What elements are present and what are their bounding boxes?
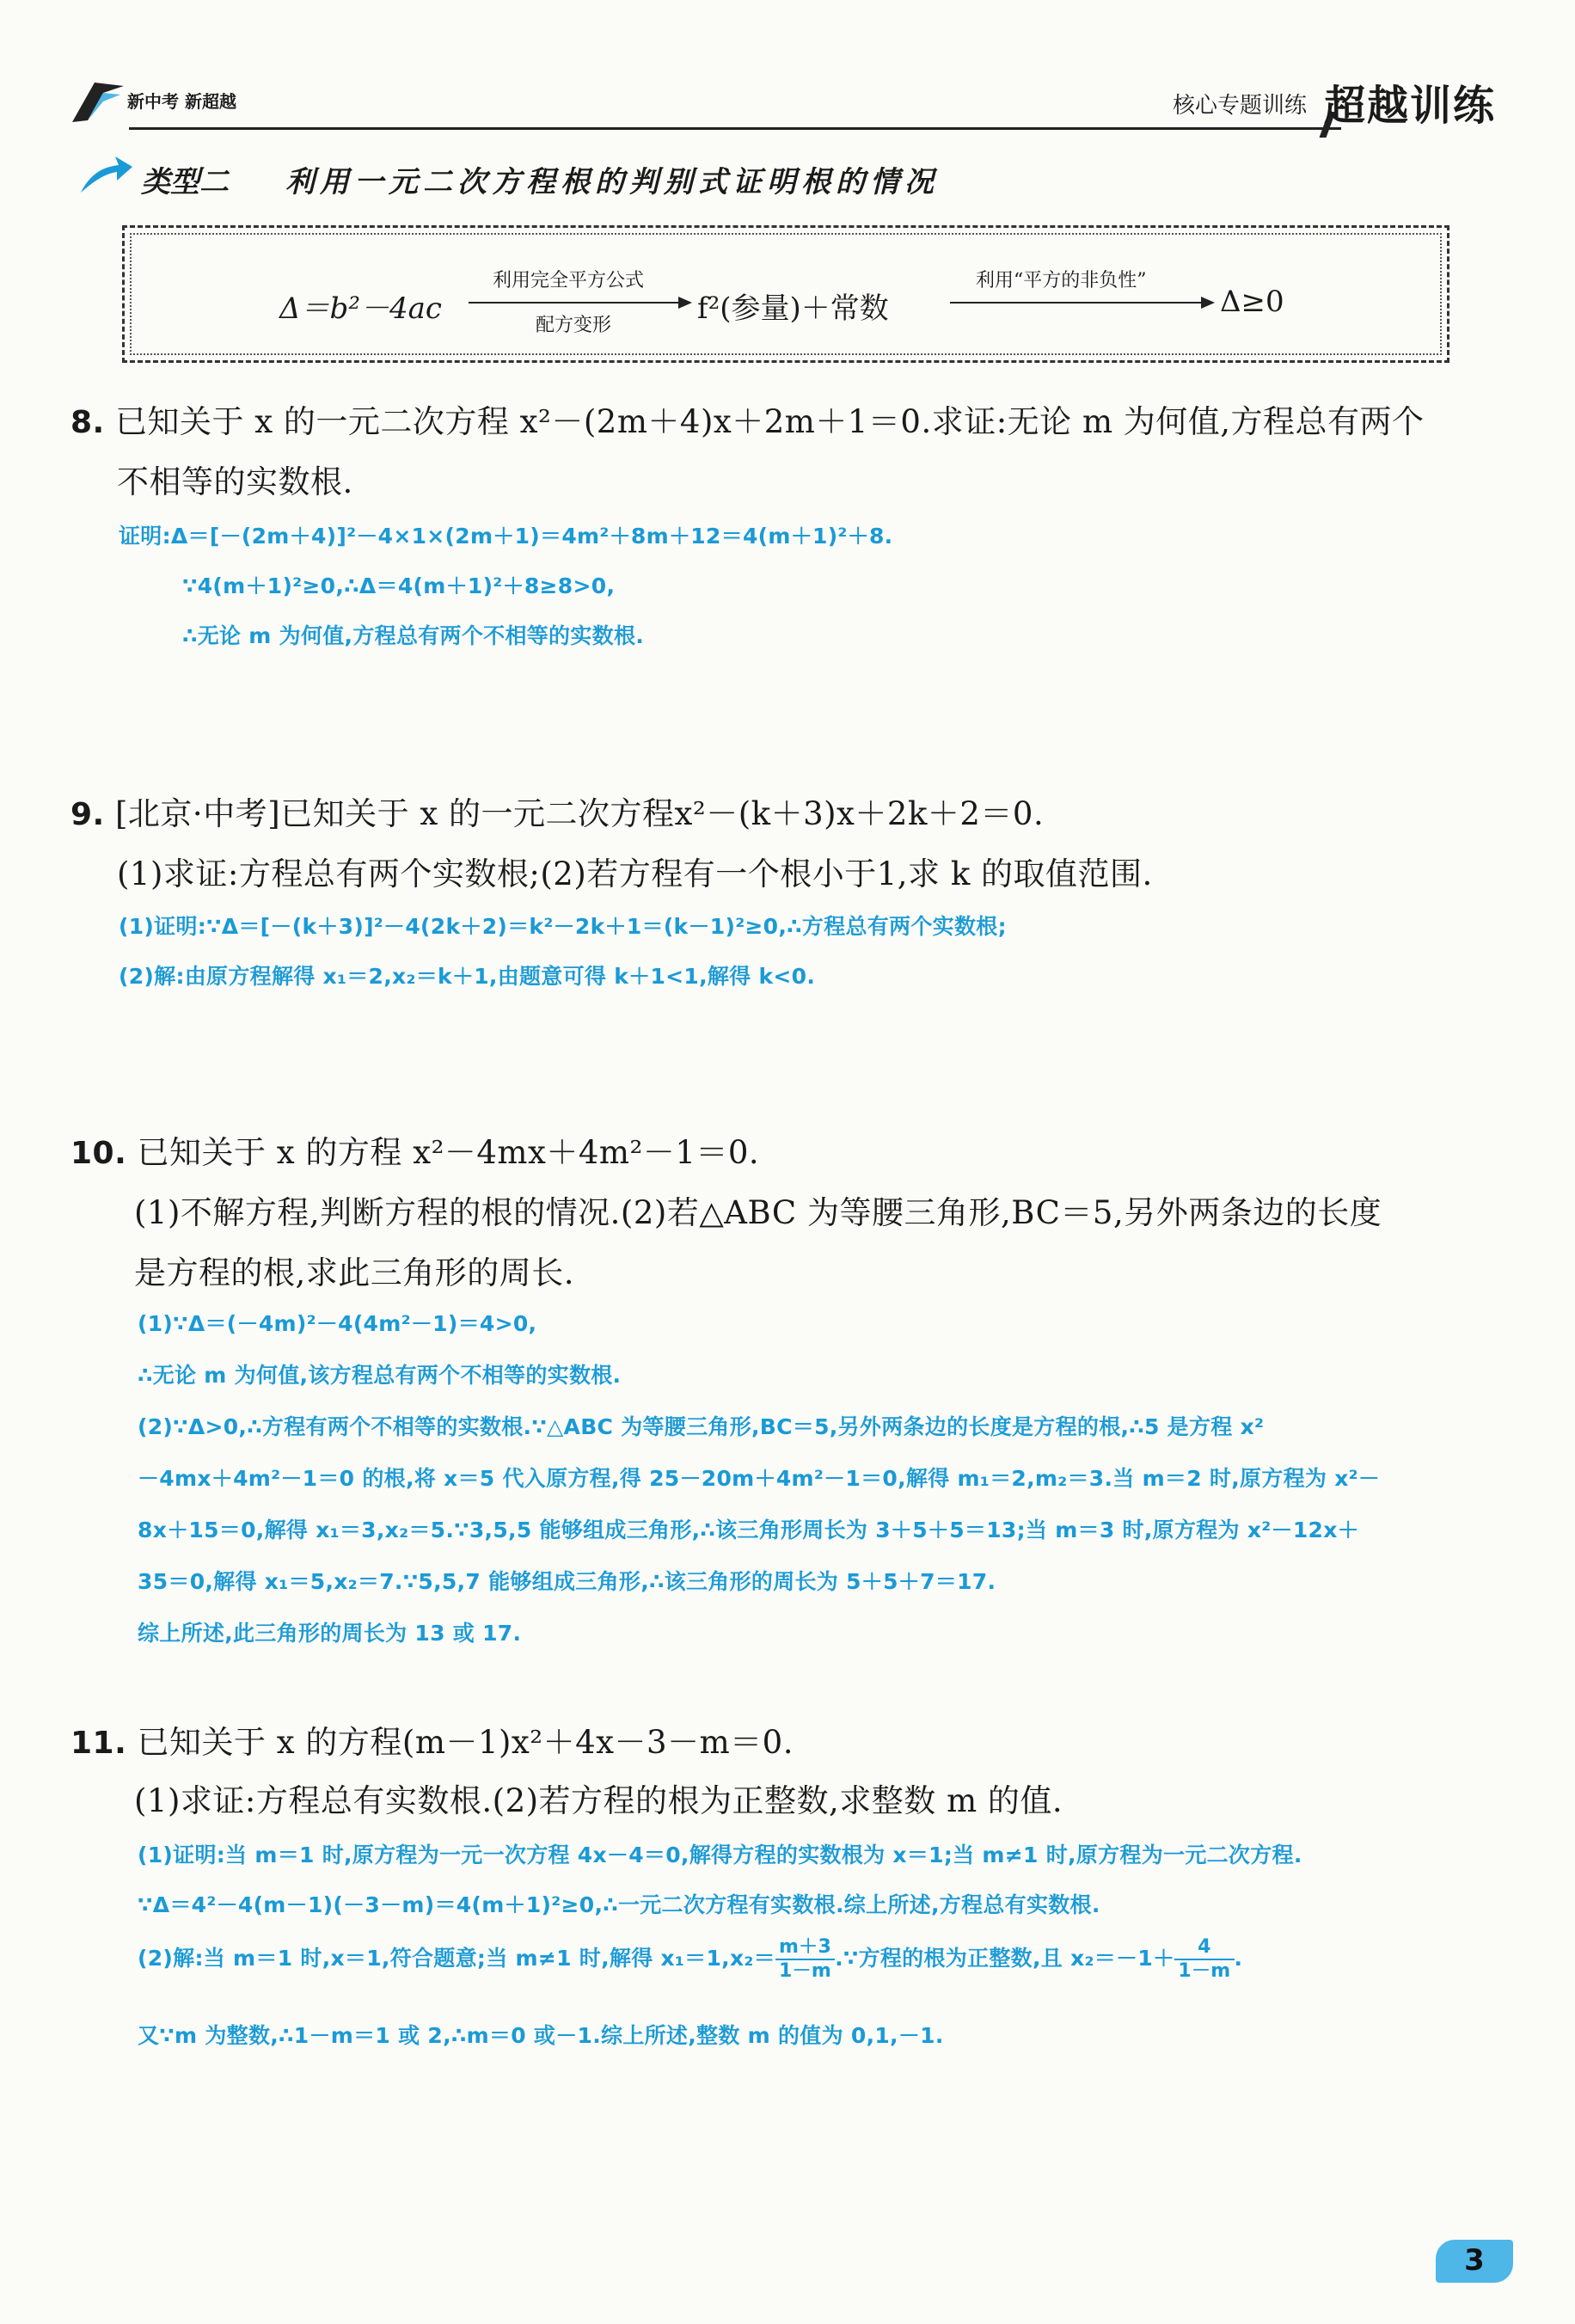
- solution-11-line4: 又∵m 为整数,∴1－m＝1 或 2,∴m＝0 或－1.综上所述,整数 m 的值为 0,1,－1.: [138, 2023, 944, 2048]
- arrow-right-icon: [469, 302, 690, 304]
- solution-8-line3: ∴无论 m 为何值,方程总有两个不相等的实数根.: [182, 623, 645, 648]
- page-number: 3: [1464, 2243, 1485, 2278]
- arrow-icon: [79, 155, 134, 196]
- problem-9-line2: (1)求证:方程总有两个实数根;(2)若方程有一个根小于1,求 k 的取值范围.: [117, 855, 1153, 892]
- header-subtitle: 核心专题训练: [1172, 93, 1307, 119]
- formula-arrow1-top: 利用完全平方公式: [493, 270, 645, 291]
- solution-8-line1: 证明:Δ＝[－(2m＋4)]²－4×1×(2m＋1)＝4m²＋8m＋12＝4(m＋1)²＋8.: [119, 524, 893, 549]
- fraction: $\frac{m+3}{1-m}$: [775, 1936, 835, 1983]
- problem-number: 9.: [70, 797, 105, 832]
- fraction: $\frac{4}{1-m}$: [1174, 1936, 1234, 1983]
- brand-text: 新中考 新超越: [127, 91, 236, 112]
- problem-8-line2: 不相等的实数根.: [117, 463, 353, 500]
- section-heading: [79, 153, 1455, 205]
- formula-arrow1-bottom: 配方变形: [536, 315, 612, 336]
- page-header: [69, 60, 1513, 138]
- formula-box: [122, 225, 1449, 363]
- problem-number: 11.: [70, 1726, 127, 1761]
- problem-number: 10.: [70, 1136, 127, 1171]
- solution-9-line2: (2)解:由原方程解得 x₁＝2,x₂＝k＋1,由题意可得 k＋1<1,解得 k<0.: [119, 964, 816, 989]
- section-label: 类型二: [141, 165, 229, 199]
- solution-10-line5: 8x＋15＝0,解得 x₁＝3,x₂＝5.∵3,5,5 能够组成三角形,∴该三角形周长为 3＋5＋5＝13;当 m＝3 时,原方程为 x²－12x＋: [138, 1518, 1359, 1542]
- logo-swoosh-icon: [69, 77, 129, 129]
- header-rule: [129, 127, 1341, 130]
- formula-result: Δ≥0: [1220, 285, 1284, 319]
- section-title: 利用一元二次方程根的判别式证明根的情况: [285, 165, 939, 199]
- problem-11-line1: 11. 已知关于 x 的方程(m－1)x²＋4x－3－m＝0.: [70, 1724, 794, 1761]
- page-number-badge: [1436, 2240, 1513, 2283]
- problem-10-line2: (1)不解方程,判断方程的根的情况.(2)若△ABC 为等腰三角形,BC＝5,另外两条边的长度: [134, 1194, 1382, 1231]
- header-title: 超越训练: [1323, 82, 1496, 130]
- solution-9-line1: (1)证明:∵Δ＝[－(k＋3)]²－4(2k＋2)＝k²－2k＋1＝(k－1)²≥0,∴方程总有两个实数根;: [119, 914, 1007, 939]
- problem-8-line1: 8. 已知关于 x 的一元二次方程 x²－(2m＋4)x＋2m＋1＝0.求证:无论 m 为何值,方程总有两个: [70, 403, 1425, 440]
- solution-11-line1: (1)证明:当 m＝1 时,原方程为一元一次方程 4x－4＝0,解得方程的实数根为 x＝1;当 m≠1 时,原方程为一元二次方程.: [138, 1843, 1302, 1867]
- solution-10-line7: 综上所述,此三角形的周长为 13 或 17.: [138, 1621, 522, 1646]
- solution-8-line2: ∵4(m＋1)²≥0,∴Δ＝4(m＋1)²＋8≥8>0,: [182, 573, 616, 598]
- formula-middle: f²(参量)＋常数: [697, 291, 889, 326]
- solution-10-line6: 35＝0,解得 x₁＝5,x₂＝7.∵5,5,7 能够组成三角形,∴该三角形的周长为 5＋5＋7＝17.: [138, 1569, 996, 1594]
- solution-10-line2: ∴无论 m 为何值,该方程总有两个不相等的实数根.: [138, 1363, 622, 1388]
- problem-10-line3: 是方程的根,求此三角形的周长.: [134, 1254, 575, 1291]
- problem-11-line2: (1)求证:方程总有实数根.(2)若方程的根为正整数,求整数 m 的值.: [134, 1782, 1063, 1819]
- problem-9-line1: 9. [北京·中考]已知关于 x 的一元二次方程x²－(k＋3)x＋2k＋2＝0.: [70, 795, 1045, 832]
- solution-11-line2: ∵Δ＝4²－4(m－1)(－3－m)＝4(m＋1)²≥0,∴一元二次方程有实数根.综上所述,方程总有实数根.: [138, 1892, 1100, 1917]
- formula-discriminant: Δ＝b²－4ac: [279, 291, 442, 326]
- problem-10-line1: 10. 已知关于 x 的方程 x²－4mx＋4m²－1＝0.: [70, 1134, 760, 1171]
- formula-arrow2-top: 利用“平方的非负性”: [976, 270, 1147, 291]
- solution-11-line3: (2)解:当 m＝1 时,x＝1,符合题意;当 m≠1 时,解得 x₁＝1,x₂＝ $\frac{m+3}{1-m}$ .∵方程的根为正整数,且 x₂＝－1＋ $\frac{4}{1-m}$ .: [138, 1936, 1243, 1982]
- arrow-right-icon: [950, 302, 1213, 304]
- solution-10-line1: (1)∵Δ＝(－4m)²－4(4m²－1)＝4>0,: [138, 1311, 537, 1336]
- solution-10-line3: (2)∵Δ>0,∴方程有两个不相等的实数根.∵△ABC 为等腰三角形,BC＝5,另外两条边的长度是方程的根,∴5 是方程 x²: [138, 1414, 1265, 1439]
- solution-10-line4: －4mx＋4m²－1＝0 的根,将 x＝5 代入原方程,得 25－20m＋4m²－1＝0,解得 m₁＝2,m₂＝3.当 m＝2 时,原方程为 x²－: [138, 1466, 1381, 1491]
- problem-number: 8.: [70, 405, 105, 440]
